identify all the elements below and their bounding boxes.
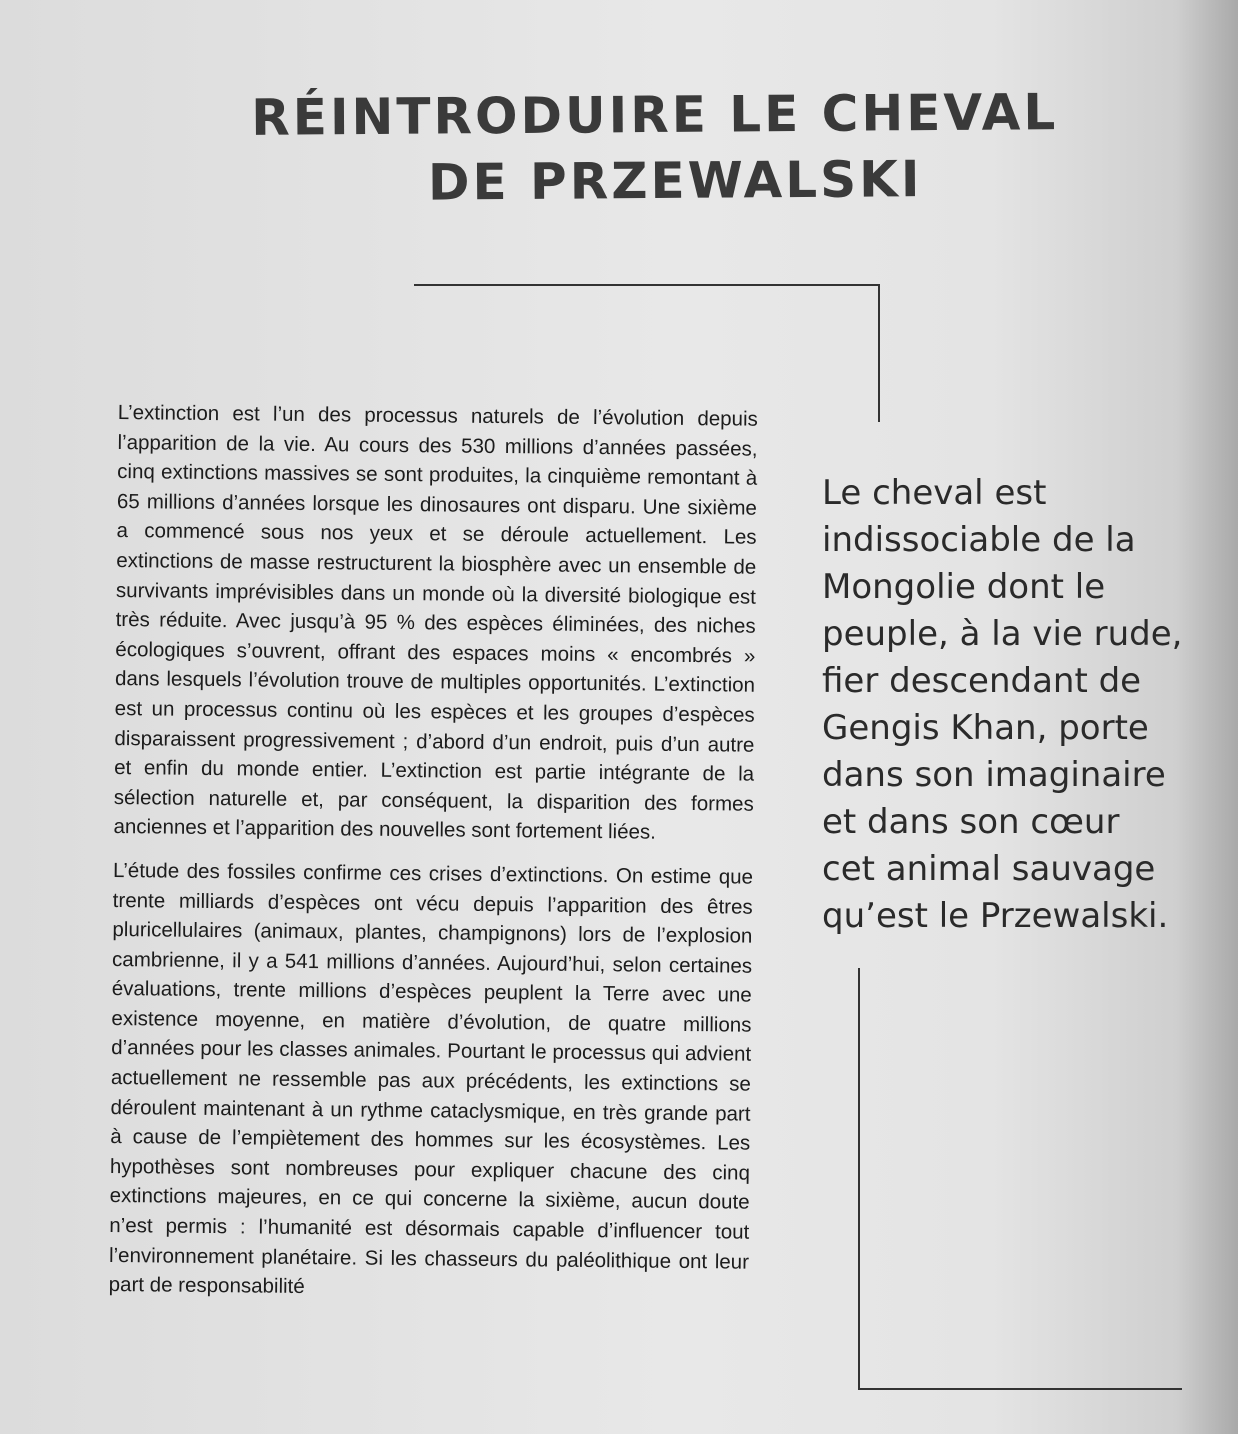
pull-quote-line: fier descendant de (822, 661, 1142, 701)
paragraph-1: L’extinction est l’un des processus naturels de l’évolution depuis l’apparition de la vie. Au cours des 530 millions d’années passées, cinq extinctions massives se sont produites, la cinquième remontant à 65 millions d’années lorsque les dinosaures ont disparu. Une sixième a commencé sous nos yeux et se déroule actuellement. Les extinctions de masse restructurent la biosphère avec un ensemble de survivants imprévisibles dans un monde où la diversité biologique est très réduite. Avec jusqu’à 95 % des espèces éliminées, des niches écologiques s’ouvrent, offrant des espaces moins « encombrés » dans lesquels l’évolution trouve de multiples opportunités. L’extinction est un processus continu où les espèces et les groupes d’espèces disparaissent progressivement ; d’abord d’un endroit, puis d’un autre et enfin du monde entier. L’extinction est partie intégrante de la sélection naturelle et, par conséquent, la disparition des formes anciennes et l’apparition des nouvelles sont fortement liées. (113, 400, 758, 844)
page-title (180, 79, 1131, 218)
pull-quote-line: peuple, à la vie rude, (822, 614, 1183, 654)
title-line-1: RÉINTRODUIRE LE CHEVAL (251, 83, 1059, 147)
paragraph-2: L’étude des fossiles confirme ces crises d’extinctions. On estime que trente milliards d’espèces ont vécu depuis l’apparition des êtres pluricellulaires (animaux, plantes, champignons) lors de l’explosion cambrienne, il y a 541 millions d’années. Aujourd’hui, selon certaines évaluations, trente millions d’espèces peuplent la Terre avec une existence moyenne, en matière d’évolution, de quatre millions d’années pour les classes animales. Pourtant le processus qui advient actuellement ne ressemble pas aux précédents, les extinctions se déroulent maintenant à un rythme cataclysmique, en très grande part à cause de l’empiètement des hommes sur les écosystèmes. Les hypothèses sont nombreuses pour expliquer chacune des cinq extinctions majeures, en ce qui concerne la sixième, aucun doute n’est permis : l’humanité est désormais capable d’influencer tout l’environnement planétaire. Si les chasseurs du paléolithique ont leur part de responsabilité (108, 858, 754, 1299)
bracket-top-vertical-rule (878, 284, 880, 422)
pull-quote-line: indissociable de la (822, 520, 1136, 560)
bracket-bottom-vertical-rule (858, 968, 860, 1390)
pull-quote-line: et dans son cœur (822, 802, 1120, 842)
pull-quote (822, 470, 1222, 940)
body-text (108, 398, 758, 1320)
title-line-2: DE PRZEWALSKI (427, 150, 923, 212)
bracket-bottom-horizontal-rule (858, 1388, 1182, 1390)
pull-quote-line: dans son imaginaire (822, 755, 1166, 795)
pull-quote-line: qu’est le Przewalski. (822, 896, 1169, 936)
bracket-top-horizontal-rule (414, 284, 880, 286)
pull-quote-line: Mongolie dont le (822, 567, 1106, 607)
pull-quote-line: Le cheval est (822, 473, 1047, 513)
pull-quote-line: cet animal sauvage (822, 849, 1156, 889)
pull-quote-line: Gengis Khan, porte (822, 708, 1149, 748)
